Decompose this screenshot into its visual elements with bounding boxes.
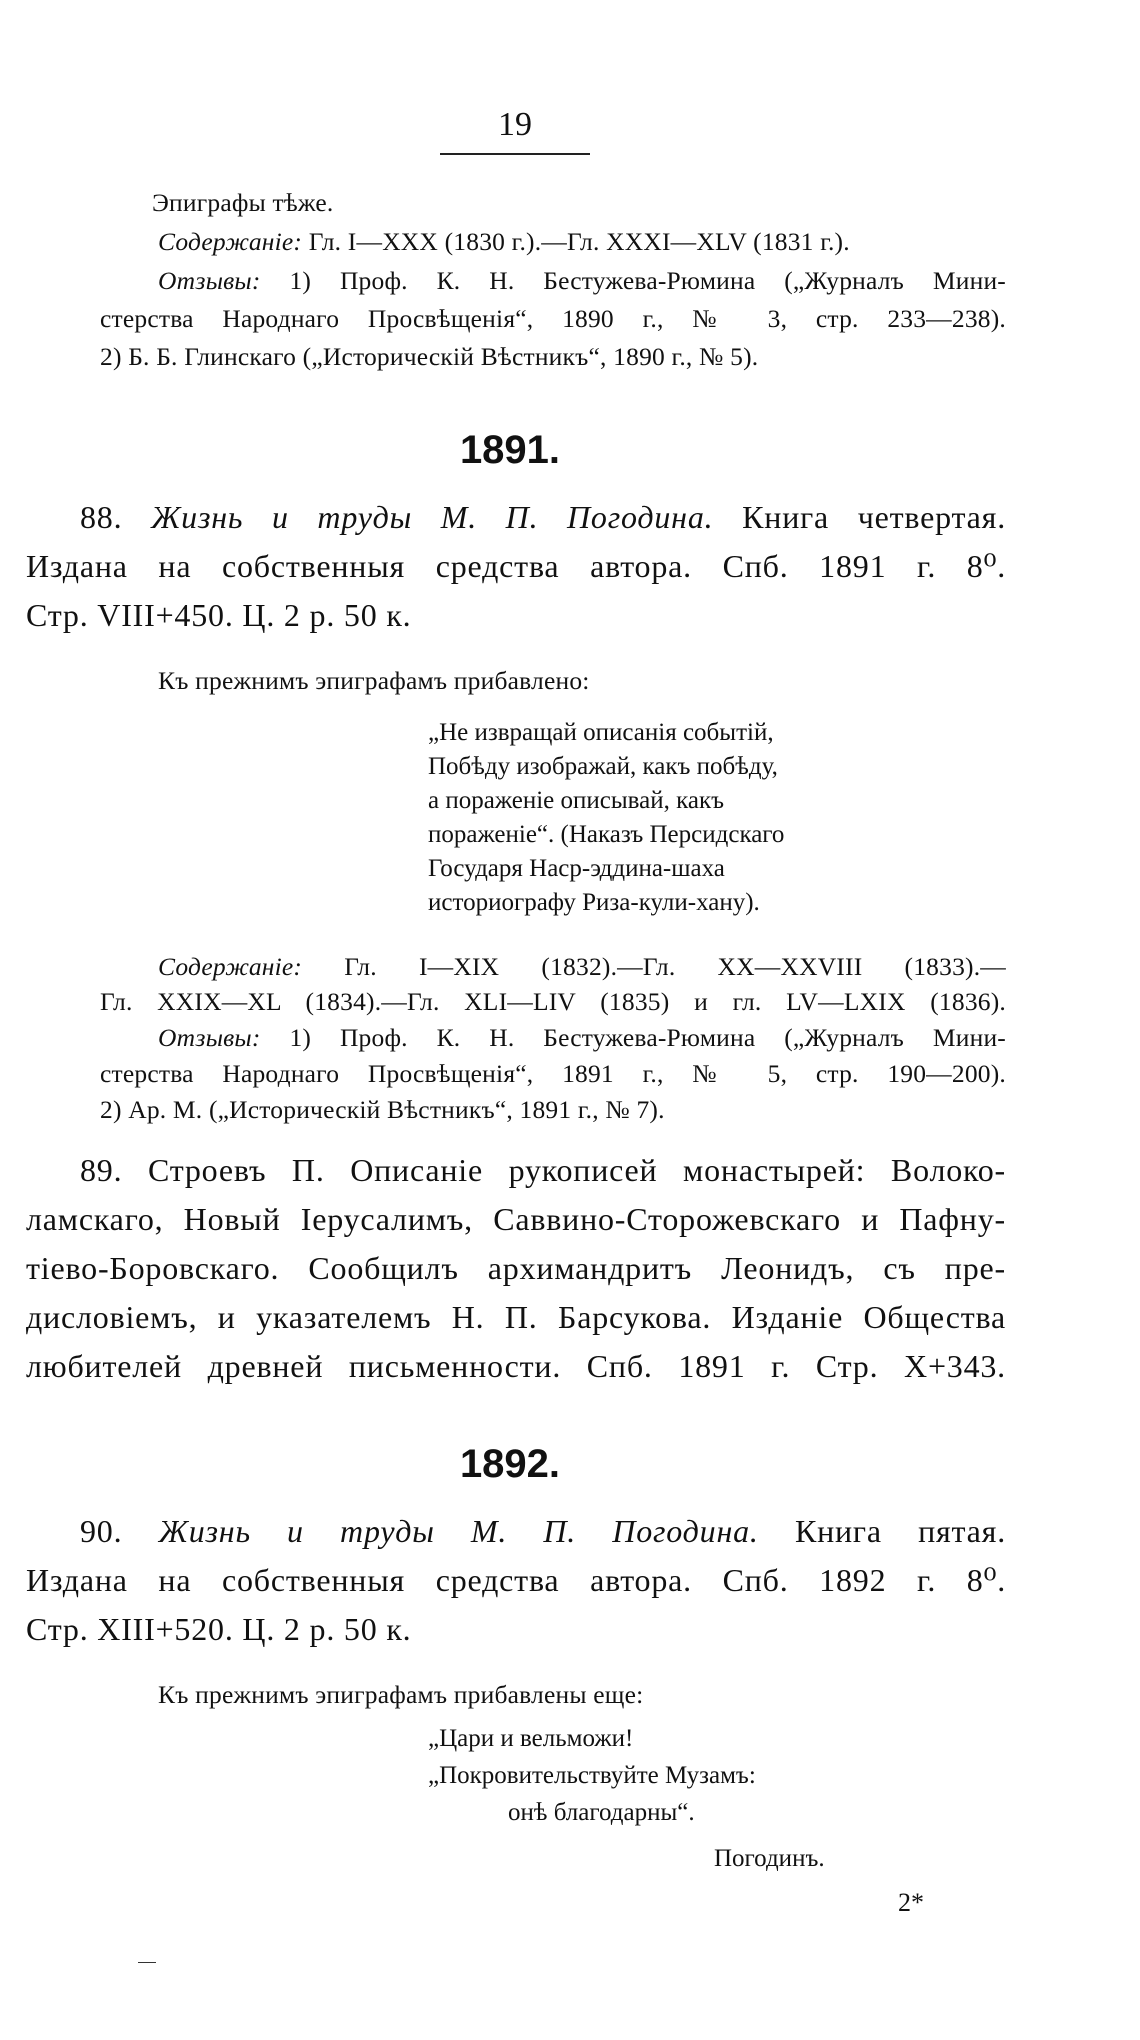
intro-reviews-line-2: стерства Народнаго Просвѣщенія“, 1890 г., № 3, стр. 233—238).: [100, 304, 1006, 333]
page-number-rule: [440, 153, 590, 155]
content-text: Гл. I—XIX (1832).—Гл. XX—XXVIII (1833).—: [302, 952, 1006, 981]
entry-88-reviews-line-1: [158, 1021, 1006, 1055]
entry-90-epigraph-line-3: онѣ благодарны“.: [508, 1799, 695, 1826]
entry-89-line-1: 89. Строевъ П. Описаніе рукописей монастырей: Волоко-: [80, 1152, 1006, 1188]
entry-90-number: 90.: [80, 1513, 159, 1549]
epigraph-line: пораженіе“. (Наказъ Персидскаго: [428, 821, 785, 848]
entry-88-number: 88.: [80, 499, 152, 535]
entry-90-line1-rest: Книга пятая.: [758, 1513, 1007, 1549]
epigraph-line: Побѣду изображай, какъ побѣду,: [428, 753, 778, 780]
year-heading-1891: 1891.: [459, 428, 561, 472]
entry-88-line-1: [80, 494, 1006, 540]
entry-88-reviews-line-2: стерства Народнаго Просвѣщенія“, 1891 г., № 5, стр. 190—200).: [100, 1059, 1006, 1088]
epigraph-line: историографу Риза-кули-хану).: [428, 889, 760, 916]
epigraph-line: а пораженіе описывай, какъ: [428, 787, 725, 814]
entry-89-line-5: любителей древней письменности. Спб. 1891 г. Стр. X+343.: [26, 1348, 1006, 1384]
stray-mark: [138, 1962, 156, 1963]
entry-90-line-2: Издана на собственныя средства автора. Спб. 1892 г. 8⁰.: [26, 1562, 1006, 1598]
entry-90-line-3: Стр. XIII+520. Ц. 2 р. 50 к.: [26, 1611, 412, 1647]
entry-89-line-4: дисловіемъ, и указателемъ Н. П. Барсукова. Изданіе Общества: [26, 1299, 1006, 1335]
intro-content-line: [158, 225, 850, 259]
content-label: Содержанie:: [158, 952, 303, 981]
entry-90-title: Жизнь и труды М. П. Погодина.: [158, 1513, 759, 1549]
reviews-label: Отзывы:: [158, 266, 261, 295]
entry-88-line-3: Стр. VIII+450. Ц. 2 р. 50 к.: [26, 597, 412, 633]
entry-88-content-line-1: [158, 950, 1006, 984]
reviews-text: 1) Проф. К. Н. Бестужева-Рюмина („Журналъ Мини-: [260, 1023, 1006, 1052]
page-number: 19: [498, 106, 532, 143]
entry-88-added-note: Къ прежнимъ эпиграфамъ прибавлено:: [158, 666, 590, 695]
signature-mark: 2*: [898, 1888, 924, 1917]
entry-90-added-note: Къ прежнимъ эпиграфамъ прибавлены еще:: [158, 1680, 644, 1709]
entry-88-line1-rest: Книга четвертая.: [713, 499, 1006, 535]
intro-reviews-line-3: 2) Б. Б. Глинскаго („Историческій Вѣстникъ“, 1890 г., № 5).: [100, 342, 759, 371]
epigraph-line: Государя Наср-эддина-шаха: [428, 855, 725, 882]
epigraph-line: „Не извращай описанія событій,: [428, 719, 774, 746]
entry-88-content-line-2: Гл. XXIX—XL (1834).—Гл. XLI—LIV (1835) и гл. LV—LXIX (1836).: [100, 987, 1006, 1016]
entry-90-epigraph-line-1: „Цари и вельможи!: [428, 1725, 634, 1752]
intro-reviews-line-1: [158, 264, 1006, 298]
reviews-text: 1) Проф. К. Н. Бестужева-Рюмина („Журналъ Мини-: [260, 266, 1006, 295]
content-label: Содержанie:: [158, 227, 303, 256]
entry-88-reviews-line-3: 2) Ар. М. („Историческій Вѣстникъ“, 1891 г., № 7).: [100, 1095, 665, 1124]
entry-89-line-3: тіево-Боровскаго. Сообщилъ архимандритъ Леонидъ, съ пре-: [26, 1250, 1006, 1286]
entry-90-epigraph-line-2: „Покровительствуйте Музамъ:: [428, 1762, 756, 1789]
reviews-label: Отзывы:: [158, 1023, 261, 1052]
entry-88-line-2: Издана на собственныя средства автора. Спб. 1891 г. 8⁰.: [26, 548, 1006, 584]
entry-88-epigraph: [428, 716, 784, 920]
epigraphs-line: Эпиграфы тѣже.: [152, 188, 334, 217]
entry-89-line-2: ламскаго, Новый Іерусалимъ, Саввино-Сторожевскаго и Пафну-: [26, 1201, 1006, 1237]
year-heading-1892: 1892.: [459, 1442, 561, 1486]
entry-90-signature: Погодинъ.: [714, 1845, 825, 1872]
entry-90-line-1: [80, 1508, 1006, 1554]
content-text: Гл. I—XXX (1830 г.).—Гл. XXXI—XLV (1831 г.).: [302, 227, 850, 256]
entry-88-title: Жизнь и труды М. П. Погодина.: [151, 499, 714, 535]
